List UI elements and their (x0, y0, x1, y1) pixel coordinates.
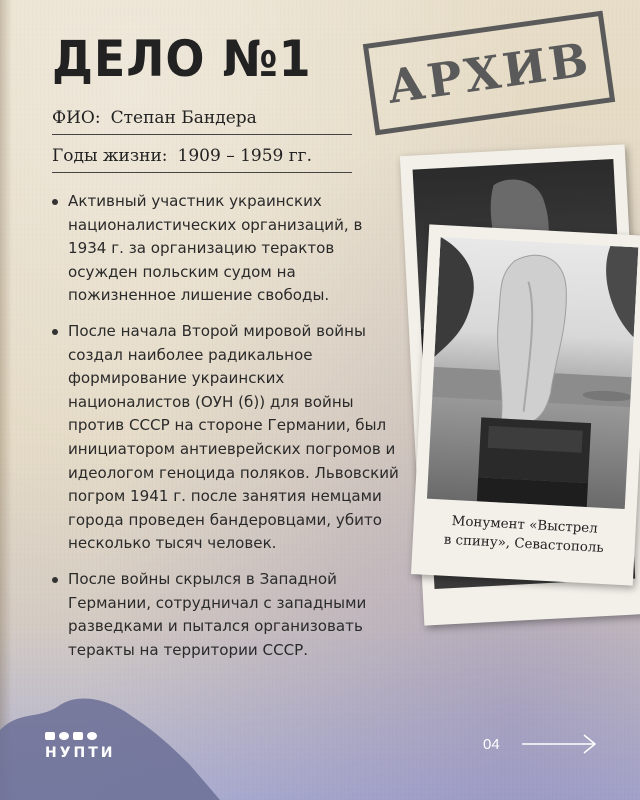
mountain-silhouette (0, 680, 260, 800)
name-field (52, 108, 257, 128)
photo-caption-line2: в спину», Севастополь (443, 532, 605, 556)
photo-caption-line1: Монумент «Выстрел (451, 514, 599, 537)
facts-list (52, 190, 402, 674)
monument-photo (427, 237, 638, 509)
name-underline (52, 134, 352, 135)
case-title: ДЕЛО №1 (52, 30, 312, 88)
logo-mark-icon (45, 732, 116, 740)
name-value: Степан Бандера (110, 108, 257, 128)
next-arrow-icon[interactable] (520, 733, 600, 755)
list-item: После начала Второй мировой войны создал наиболее радикальное формирование украинских националистов (ОУН (б)) для войны против СССР на стороне Германии, был инициатором антиеврейских погромов и идеологом геноцида поляков. Львовский погром 1941 г. после занятия немцами города проведен бандеровцами, убито несколько тысяч человек. (52, 320, 402, 556)
brand-logo (45, 732, 116, 761)
page-number: 04 (483, 736, 500, 753)
list-item: Активный участник украинских националистических организаций, в 1934 г. за организацию терактов осужден польским судом на пожизненное лишение свободы. (52, 190, 402, 308)
photo-caption (412, 510, 636, 560)
years-value: 1909 – 1959 гг. (177, 146, 312, 166)
logo-text: НУПТИ (45, 745, 116, 761)
monument-icon (427, 237, 638, 509)
years-field (52, 146, 312, 166)
name-label: ФИО: (52, 108, 101, 128)
years-label: Годы жизни: (52, 146, 168, 166)
archive-stamp-text: АРХИВ (383, 31, 595, 115)
list-item: После войны скрылся в Западной Германии, сотрудничал с западными разведками и пытался организовать теракты на территории СССР. (52, 568, 402, 662)
years-underline (52, 172, 352, 173)
photo-front (411, 224, 640, 585)
